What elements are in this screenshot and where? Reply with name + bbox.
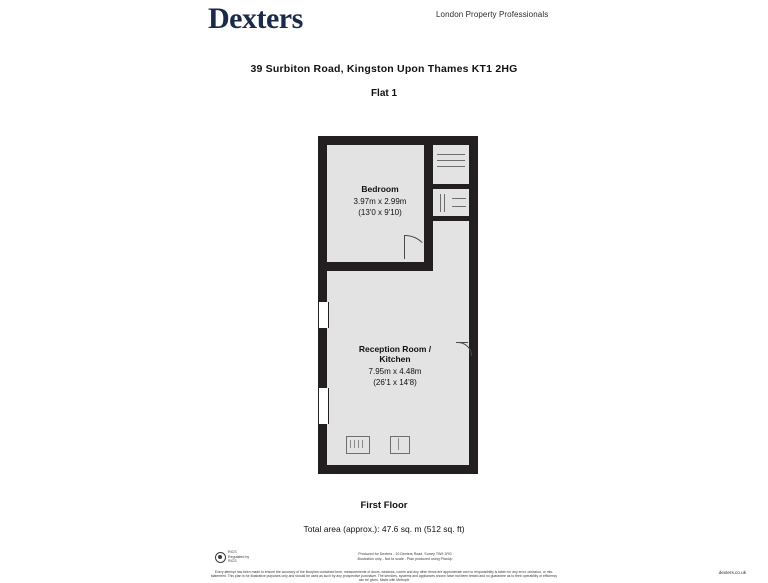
window-left-lower [318, 388, 329, 424]
cupboard-detail-line [452, 198, 466, 199]
brand-logo: Dexters [208, 2, 303, 35]
disclaimer-text: Every attempt has been made to ensure the accuracy of the floorplan contained here, measurements of doors, windows, rooms and any other items are approximate and no responsibility is taken for any error, omission, or mis-statement. This plan is for illustrative purposes only and should be used as such by any prospective purchaser. The services, systems and appliances shown have not been tested and no guarantee as to their operability or efficiency can be given. Made with Metropix [210, 570, 558, 583]
rics-text [228, 550, 249, 563]
internal-wall-horizontal [327, 262, 433, 271]
cupboard-wall-bottom [433, 216, 469, 221]
room-name-bedroom: Bedroom [361, 184, 399, 194]
producer-line2: Illustration only - Not to scale - Plan produced using PlanUp [357, 556, 453, 561]
total-area: Total area (approx.): 47.6 sq. m (512 sq. ft) [303, 524, 465, 534]
rics-badge [215, 550, 261, 564]
kitchen-fixture-detail [350, 440, 351, 448]
cupboard-detail-line [437, 166, 465, 167]
rics-logo-icon [215, 552, 226, 563]
rics-line1: RICS [228, 550, 237, 555]
room-name-reception-line1: Reception Room / [358, 344, 432, 354]
kitchen-fixture-detail [358, 440, 359, 448]
cupboard-detail-line [444, 194, 445, 212]
rics-line2: Regulated by [228, 554, 250, 559]
rics-line3: RICS [228, 559, 237, 564]
cupboard-detail-line [440, 194, 441, 212]
room-dims-imperial-bedroom: (13'0 x 9'10) [358, 208, 402, 217]
producer-line1: Produced for Dexters - 10 Dexters Road, Surrey TW9 1RG [358, 552, 452, 556]
brand-tagline: London Property Professionals [436, 10, 549, 19]
producer-credit [285, 552, 525, 561]
room-dims-metric-reception: 7.95m x 4.48m [368, 367, 422, 376]
property-unit: Flat 1 [370, 88, 398, 99]
cupboard-wall-top [433, 184, 469, 189]
room-label-reception [330, 344, 460, 388]
room-label-bedroom [326, 184, 434, 218]
room-dims-metric-bedroom: 3.97m x 2.99m [353, 197, 407, 206]
cupboard-detail-line [452, 206, 466, 207]
room-dims-imperial-reception: (26'1 x 14'8) [373, 378, 417, 387]
kitchen-fixture-sink [390, 436, 410, 454]
floor-title: First Floor [360, 500, 408, 511]
window-left-upper [318, 302, 329, 328]
cupboard-detail-line [437, 160, 465, 161]
kitchen-fixture-detail [398, 438, 399, 450]
website-url: dexters.co.uk [718, 570, 746, 575]
kitchen-fixture-detail [362, 440, 363, 448]
property-address: 39 Surbiton Road, Kingston Upon Thames KT1 2HG [250, 63, 518, 75]
room-name-reception-line2: Kitchen [379, 354, 411, 364]
kitchen-fixture-detail [354, 440, 355, 448]
cupboard-detail-line [437, 154, 465, 155]
bedroom-door-leaf [404, 235, 405, 259]
floorplan [318, 136, 478, 474]
